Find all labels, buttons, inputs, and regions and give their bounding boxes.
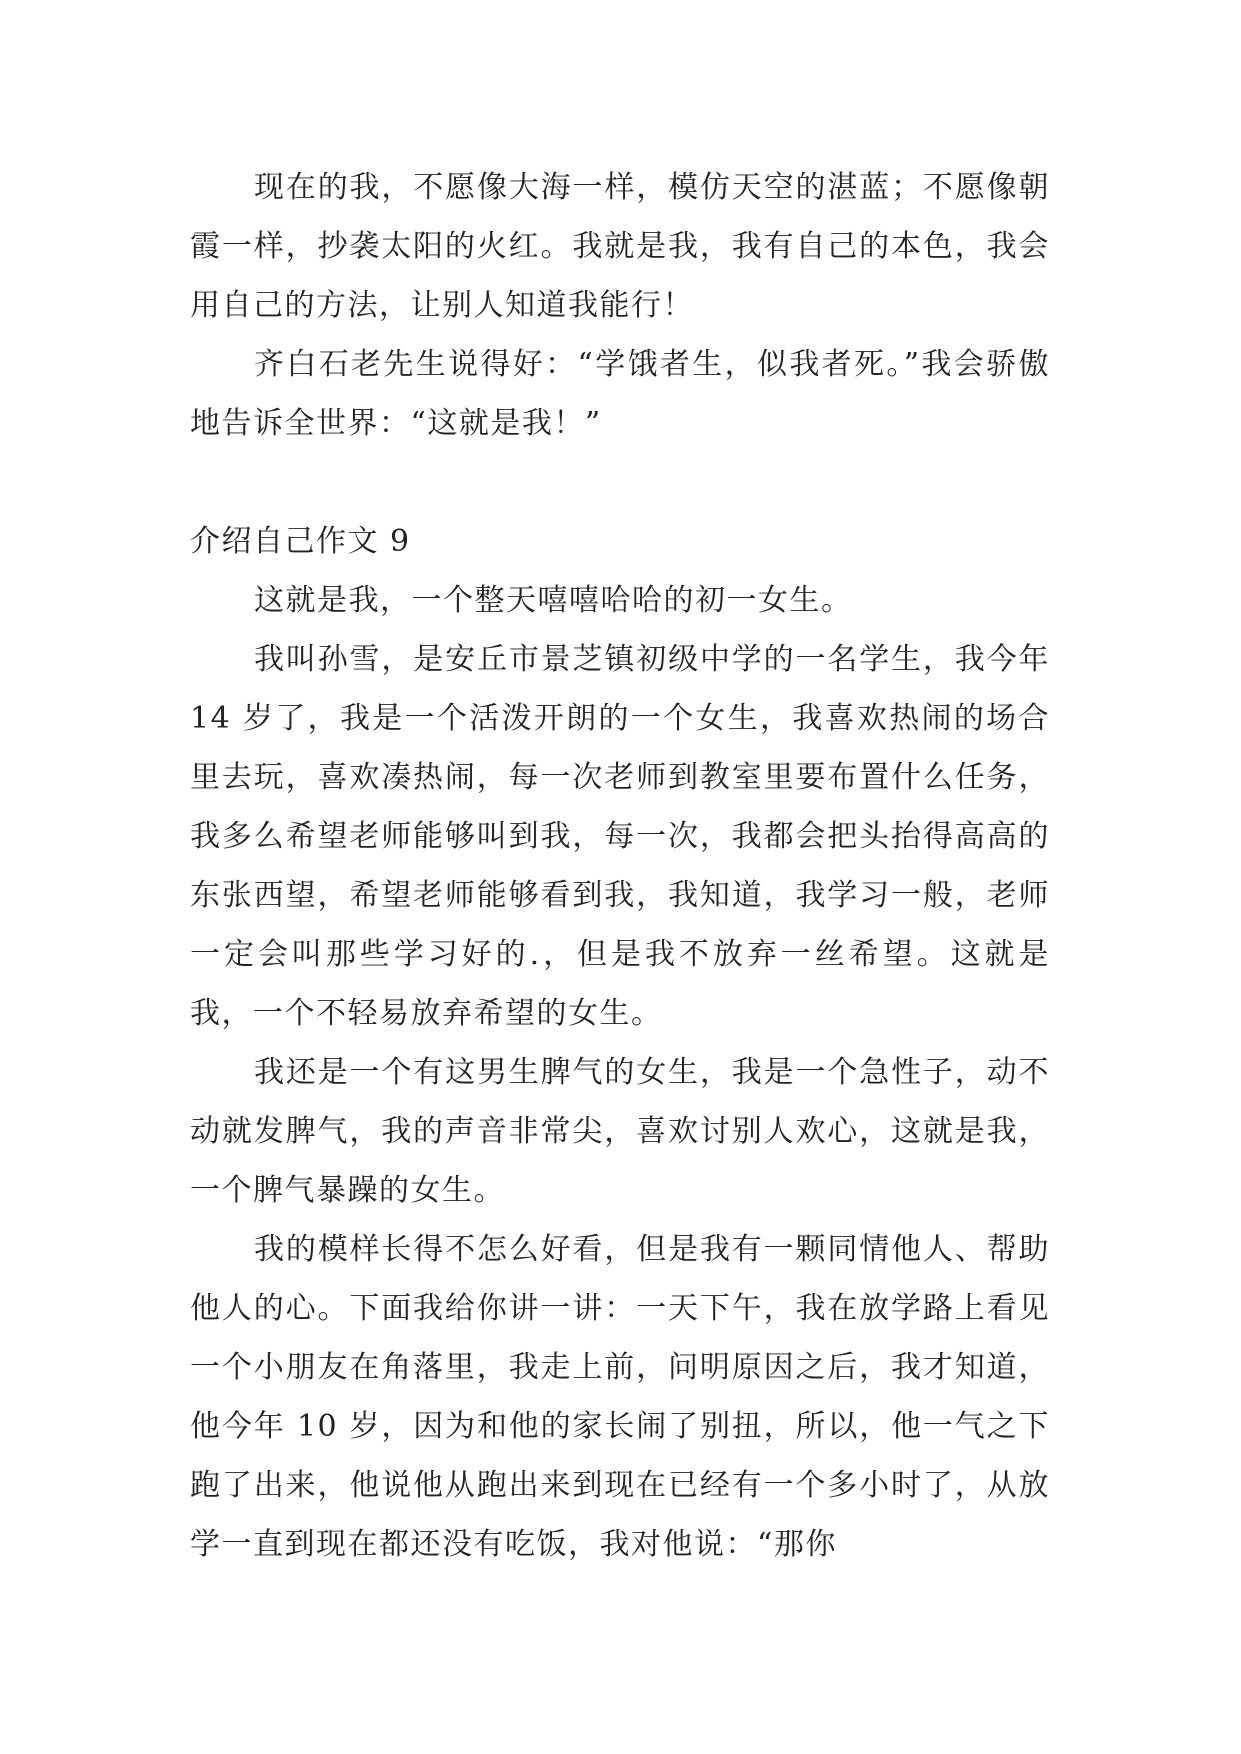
paragraph-1: 现在的我，不愿像大海一样，模仿天空的湛蓝；不愿像朝霞一样，抄袭太阳的火红。我就是我，我有自己的本色，我会用自己的方法，让别人知道我能行！ xyxy=(190,170,1050,323)
paragraph-3: 这就是我，一个整天嘻嘻哈哈的初一女生。 xyxy=(254,583,853,618)
paragraph-6: 我的模样长得不怎么好看，但是我有一颗同情他人、帮助他人的心。下面我给你讲一讲：一天下午，我在放学路上看见一个小朋友在角落里，我走上前，问明原因之后，我才知道，他今年 10 岁，因为和他的家长闹了别扭，所以，他一气之下跑了出来，他说他从跑出来到现在已经有一个多小时了，从放学一直到现在都还没有吃饭，我对他说：“那你 xyxy=(190,1232,1050,1562)
document-page xyxy=(190,158,1050,1574)
paragraph-2: 齐白石老先生说得好：“学饿者生，似我者死。”我会骄傲地告诉全世界：“这就是我！” xyxy=(190,347,1050,441)
paragraph-4: 我叫孙雪，是安丘市景芝镇初级中学的一名学生，我今年 14 岁了，我是一个活泼开朗的一个女生，我喜欢热闹的场合里去玩，喜欢凑热闹，每一次老师到教室里要布置什么任务，我多么希望老师能够叫到我，每一次，我都会把头抬得高高的东张西望，希望老师能够看到我，我知道，我学习一般，老师一定会叫那些学习好的.，但是我不放弃一丝希望。这就是我，一个不轻易放弃希望的女生。 xyxy=(190,642,1050,1031)
section-heading: 介绍自己作文 9 xyxy=(190,524,411,559)
paragraph-5: 我还是一个有这男生脾气的女生，我是一个急性子，动不动就发脾气，我的声音非常尖，喜欢讨别人欢心，这就是我，一个脾气暴躁的女生。 xyxy=(190,1055,1050,1208)
section-gap xyxy=(190,453,1050,512)
